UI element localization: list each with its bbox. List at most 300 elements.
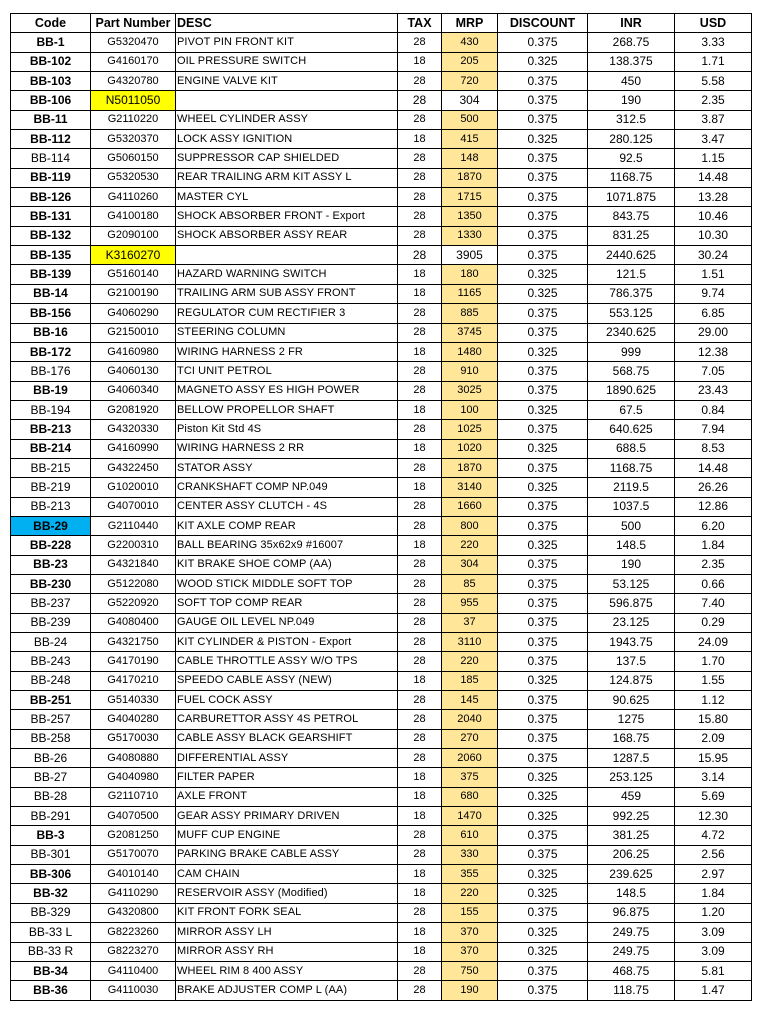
cell-code[interactable]: BB-34 (11, 961, 91, 980)
cell-discount[interactable]: 0.375 (498, 516, 588, 535)
cell-code[interactable]: BB-214 (11, 439, 91, 458)
cell-mrp[interactable]: 375 (442, 768, 498, 787)
cell-usd[interactable]: 26.26 (675, 478, 752, 497)
cell-mrp[interactable]: 1660 (442, 497, 498, 516)
cell-inr[interactable]: 468.75 (588, 961, 675, 980)
cell-inr[interactable]: 640.625 (588, 420, 675, 439)
cell-desc[interactable]: AXLE FRONT (176, 787, 398, 806)
cell-part-number[interactable]: G4160170 (91, 52, 176, 71)
cell-mrp[interactable]: 85 (442, 574, 498, 593)
cell-code[interactable]: BB-176 (11, 362, 91, 381)
cell-inr[interactable]: 96.875 (588, 903, 675, 922)
cell-code[interactable]: BB-258 (11, 729, 91, 748)
cell-mrp[interactable]: 145 (442, 691, 498, 710)
cell-code[interactable]: BB-329 (11, 903, 91, 922)
cell-code[interactable]: BB-14 (11, 284, 91, 303)
cell-desc[interactable]: PARKING BRAKE CABLE ASSY (176, 845, 398, 864)
cell-inr[interactable]: 206.25 (588, 845, 675, 864)
cell-part-number[interactable]: G4040280 (91, 710, 176, 729)
cell-code[interactable]: BB-16 (11, 323, 91, 342)
cell-usd[interactable]: 10.46 (675, 207, 752, 226)
header-discount[interactable]: DISCOUNT (498, 14, 588, 33)
cell-code[interactable]: BB-301 (11, 845, 91, 864)
cell-desc[interactable]: CENTER ASSY CLUTCH - 4S (176, 497, 398, 516)
cell-discount[interactable]: 0.375 (498, 555, 588, 574)
cell-discount[interactable]: 0.375 (498, 188, 588, 207)
cell-desc[interactable]: WHEEL RIM 8 400 ASSY (176, 961, 398, 980)
cell-usd[interactable]: 8.53 (675, 439, 752, 458)
cell-desc[interactable]: WIRING HARNESS 2 RR (176, 439, 398, 458)
cell-discount[interactable]: 0.375 (498, 304, 588, 323)
cell-code[interactable]: BB-194 (11, 400, 91, 419)
cell-discount[interactable]: 0.375 (498, 574, 588, 593)
cell-discount[interactable]: 0.375 (498, 110, 588, 129)
cell-inr[interactable]: 124.875 (588, 671, 675, 690)
cell-inr[interactable]: 239.625 (588, 865, 675, 884)
cell-code[interactable]: BB-103 (11, 72, 91, 91)
cell-inr[interactable]: 121.5 (588, 265, 675, 284)
cell-part-number[interactable]: G4070010 (91, 497, 176, 516)
cell-mrp[interactable]: 1350 (442, 207, 498, 226)
cell-part-number[interactable]: G4080400 (91, 613, 176, 632)
cell-inr[interactable]: 2440.625 (588, 246, 675, 265)
cell-part-number[interactable]: G4100180 (91, 207, 176, 226)
cell-discount[interactable]: 0.375 (498, 168, 588, 187)
cell-mrp[interactable]: 330 (442, 845, 498, 864)
header-usd[interactable]: USD (675, 14, 752, 33)
cell-tax[interactable]: 18 (398, 536, 442, 555)
cell-tax[interactable]: 28 (398, 749, 442, 768)
cell-desc[interactable]: MIRROR ASSY LH (176, 923, 398, 942)
cell-code[interactable]: BB-28 (11, 787, 91, 806)
cell-code[interactable]: BB-131 (11, 207, 91, 226)
cell-mrp[interactable]: 1870 (442, 458, 498, 477)
cell-discount[interactable]: 0.375 (498, 981, 588, 1000)
cell-tax[interactable]: 28 (398, 72, 442, 91)
cell-discount[interactable]: 0.325 (498, 342, 588, 361)
cell-usd[interactable]: 1.20 (675, 903, 752, 922)
cell-tax[interactable]: 18 (398, 265, 442, 284)
cell-mrp[interactable]: 1020 (442, 439, 498, 458)
cell-desc[interactable]: ENGINE VALVE KIT (176, 72, 398, 91)
cell-tax[interactable]: 28 (398, 497, 442, 516)
cell-discount[interactable]: 0.375 (498, 961, 588, 980)
cell-code[interactable]: BB-29 (11, 516, 91, 535)
cell-inr[interactable]: 148.5 (588, 884, 675, 903)
cell-mrp[interactable]: 3110 (442, 633, 498, 652)
cell-usd[interactable]: 30.24 (675, 246, 752, 265)
cell-mrp[interactable]: 3745 (442, 323, 498, 342)
cell-part-number[interactable]: G5170030 (91, 729, 176, 748)
cell-mrp[interactable]: 220 (442, 884, 498, 903)
cell-discount[interactable]: 0.375 (498, 691, 588, 710)
cell-desc[interactable]: STEERING COLUMN (176, 323, 398, 342)
cell-usd[interactable]: 14.48 (675, 168, 752, 187)
cell-desc[interactable]: KIT BRAKE SHOE COMP (AA) (176, 555, 398, 574)
cell-discount[interactable]: 0.375 (498, 613, 588, 632)
cell-usd[interactable]: 3.09 (675, 942, 752, 961)
cell-inr[interactable]: 168.75 (588, 729, 675, 748)
cell-inr[interactable]: 2119.5 (588, 478, 675, 497)
cell-usd[interactable]: 1.84 (675, 884, 752, 903)
cell-part-number[interactable]: G4060130 (91, 362, 176, 381)
cell-inr[interactable]: 1943.75 (588, 633, 675, 652)
cell-part-number[interactable]: G4170210 (91, 671, 176, 690)
cell-mrp[interactable]: 1715 (442, 188, 498, 207)
cell-discount[interactable]: 0.325 (498, 130, 588, 149)
cell-desc[interactable]: CAM CHAIN (176, 865, 398, 884)
cell-desc[interactable]: STATOR ASSY (176, 458, 398, 477)
cell-usd[interactable]: 7.94 (675, 420, 752, 439)
cell-usd[interactable]: 1.47 (675, 981, 752, 1000)
cell-desc[interactable]: CABLE THROTTLE ASSY W/O TPS (176, 652, 398, 671)
cell-desc[interactable]: SHOCK ABSORBER ASSY REAR (176, 226, 398, 245)
cell-mrp[interactable]: 220 (442, 652, 498, 671)
cell-discount[interactable]: 0.375 (498, 149, 588, 168)
cell-tax[interactable]: 28 (398, 91, 442, 110)
cell-desc[interactable]: BRAKE ADJUSTER COMP L (AA) (176, 981, 398, 1000)
cell-inr[interactable]: 312.5 (588, 110, 675, 129)
cell-code[interactable]: BB-132 (11, 226, 91, 245)
cell-code[interactable]: BB-1 (11, 33, 91, 52)
cell-inr[interactable]: 1287.5 (588, 749, 675, 768)
cell-tax[interactable]: 28 (398, 110, 442, 129)
cell-mrp[interactable]: 205 (442, 52, 498, 71)
cell-part-number[interactable]: G4160990 (91, 439, 176, 458)
cell-mrp[interactable]: 1025 (442, 420, 498, 439)
cell-mrp[interactable]: 2040 (442, 710, 498, 729)
cell-part-number[interactable]: G5320530 (91, 168, 176, 187)
cell-part-number[interactable]: G2081250 (91, 826, 176, 845)
cell-usd[interactable]: 5.81 (675, 961, 752, 980)
cell-part-number[interactable]: G4060340 (91, 381, 176, 400)
cell-tax[interactable]: 28 (398, 246, 442, 265)
cell-usd[interactable]: 5.69 (675, 787, 752, 806)
cell-desc[interactable]: MIRROR ASSY RH (176, 942, 398, 961)
cell-usd[interactable]: 1.12 (675, 691, 752, 710)
cell-code[interactable]: BB-135 (11, 246, 91, 265)
cell-inr[interactable]: 568.75 (588, 362, 675, 381)
cell-desc[interactable]: TRAILING ARM SUB ASSY FRONT (176, 284, 398, 303)
cell-part-number[interactable]: K3160270 (91, 246, 176, 265)
cell-desc[interactable]: SUPPRESSOR CAP SHIELDED (176, 149, 398, 168)
cell-discount[interactable]: 0.375 (498, 246, 588, 265)
cell-code[interactable]: BB-237 (11, 594, 91, 613)
cell-part-number[interactable]: G4160980 (91, 342, 176, 361)
cell-code[interactable]: BB-33 R (11, 942, 91, 961)
cell-mrp[interactable]: 304 (442, 555, 498, 574)
cell-discount[interactable]: 0.325 (498, 865, 588, 884)
cell-usd[interactable]: 13.28 (675, 188, 752, 207)
cell-part-number[interactable]: G2090100 (91, 226, 176, 245)
cell-mrp[interactable]: 190 (442, 981, 498, 1000)
cell-usd[interactable]: 3.47 (675, 130, 752, 149)
cell-part-number[interactable]: G4320800 (91, 903, 176, 922)
cell-tax[interactable]: 28 (398, 33, 442, 52)
cell-discount[interactable]: 0.325 (498, 52, 588, 71)
cell-usd[interactable]: 12.38 (675, 342, 752, 361)
cell-part-number[interactable]: G4110290 (91, 884, 176, 903)
cell-discount[interactable]: 0.375 (498, 362, 588, 381)
cell-mrp[interactable]: 2060 (442, 749, 498, 768)
cell-usd[interactable]: 0.66 (675, 574, 752, 593)
cell-part-number[interactable]: G4110400 (91, 961, 176, 980)
cell-tax[interactable]: 28 (398, 381, 442, 400)
cell-desc[interactable]: GEAR ASSY PRIMARY DRIVEN (176, 807, 398, 826)
cell-usd[interactable]: 2.56 (675, 845, 752, 864)
cell-inr[interactable]: 90.625 (588, 691, 675, 710)
cell-desc[interactable]: MUFF CUP ENGINE (176, 826, 398, 845)
cell-mrp[interactable]: 185 (442, 671, 498, 690)
cell-part-number[interactable]: G4110260 (91, 188, 176, 207)
cell-discount[interactable]: 0.375 (498, 594, 588, 613)
cell-usd[interactable]: 15.80 (675, 710, 752, 729)
cell-tax[interactable]: 18 (398, 52, 442, 71)
cell-discount[interactable]: 0.325 (498, 671, 588, 690)
header-desc[interactable]: DESC (176, 14, 398, 33)
cell-discount[interactable]: 0.375 (498, 323, 588, 342)
cell-inr[interactable]: 148.5 (588, 536, 675, 555)
cell-tax[interactable]: 28 (398, 826, 442, 845)
cell-mrp[interactable]: 370 (442, 942, 498, 961)
cell-code[interactable]: BB-114 (11, 149, 91, 168)
cell-inr[interactable]: 1168.75 (588, 458, 675, 477)
cell-mrp[interactable]: 220 (442, 536, 498, 555)
cell-desc[interactable] (176, 91, 398, 110)
cell-mrp[interactable]: 500 (442, 110, 498, 129)
cell-inr[interactable]: 459 (588, 787, 675, 806)
cell-inr[interactable]: 268.75 (588, 33, 675, 52)
cell-inr[interactable]: 190 (588, 555, 675, 574)
cell-code[interactable]: BB-102 (11, 52, 91, 71)
cell-tax[interactable]: 28 (398, 633, 442, 652)
cell-tax[interactable]: 28 (398, 458, 442, 477)
cell-usd[interactable]: 1.70 (675, 652, 752, 671)
cell-mrp[interactable]: 885 (442, 304, 498, 323)
cell-discount[interactable]: 0.375 (498, 652, 588, 671)
cell-discount[interactable]: 0.375 (498, 91, 588, 110)
cell-tax[interactable]: 18 (398, 130, 442, 149)
cell-desc[interactable]: REAR TRAILING ARM KIT ASSY L (176, 168, 398, 187)
cell-mrp[interactable]: 3905 (442, 246, 498, 265)
cell-inr[interactable]: 1890.625 (588, 381, 675, 400)
cell-discount[interactable]: 0.375 (498, 420, 588, 439)
cell-desc[interactable]: REGULATOR CUM RECTIFIER 3 (176, 304, 398, 323)
cell-part-number[interactable]: G8223260 (91, 923, 176, 942)
cell-tax[interactable]: 28 (398, 652, 442, 671)
cell-part-number[interactable]: G4110030 (91, 981, 176, 1000)
cell-usd[interactable]: 4.72 (675, 826, 752, 845)
cell-usd[interactable]: 10.30 (675, 226, 752, 245)
cell-mrp[interactable]: 800 (442, 516, 498, 535)
cell-tax[interactable]: 28 (398, 710, 442, 729)
cell-desc[interactable]: HAZARD WARNING SWITCH (176, 265, 398, 284)
cell-mrp[interactable]: 430 (442, 33, 498, 52)
cell-inr[interactable]: 118.75 (588, 981, 675, 1000)
cell-usd[interactable]: 1.15 (675, 149, 752, 168)
cell-part-number[interactable]: G1020010 (91, 478, 176, 497)
cell-mrp[interactable]: 3025 (442, 381, 498, 400)
cell-usd[interactable]: 7.40 (675, 594, 752, 613)
cell-tax[interactable]: 28 (398, 420, 442, 439)
cell-tax[interactable]: 28 (398, 903, 442, 922)
cell-part-number[interactable]: G8223270 (91, 942, 176, 961)
cell-discount[interactable]: 0.325 (498, 884, 588, 903)
cell-mrp[interactable]: 1870 (442, 168, 498, 187)
cell-desc[interactable]: BALL BEARING 35x62x9 #16007 (176, 536, 398, 555)
cell-usd[interactable]: 3.09 (675, 923, 752, 942)
cell-mrp[interactable]: 720 (442, 72, 498, 91)
cell-usd[interactable]: 1.71 (675, 52, 752, 71)
cell-usd[interactable]: 15.95 (675, 749, 752, 768)
cell-code[interactable]: BB-24 (11, 633, 91, 652)
cell-usd[interactable]: 1.51 (675, 265, 752, 284)
cell-inr[interactable]: 500 (588, 516, 675, 535)
cell-part-number[interactable]: G4320780 (91, 72, 176, 91)
cell-usd[interactable]: 9.74 (675, 284, 752, 303)
cell-part-number[interactable]: G4080880 (91, 749, 176, 768)
cell-desc[interactable]: KIT FRONT FORK SEAL (176, 903, 398, 922)
cell-code[interactable]: BB-33 L (11, 923, 91, 942)
cell-mrp[interactable]: 304 (442, 91, 498, 110)
cell-usd[interactable]: 24.09 (675, 633, 752, 652)
cell-code[interactable]: BB-248 (11, 671, 91, 690)
cell-part-number[interactable]: G4320330 (91, 420, 176, 439)
cell-part-number[interactable]: G2100190 (91, 284, 176, 303)
cell-part-number[interactable]: G2081920 (91, 400, 176, 419)
cell-discount[interactable]: 0.375 (498, 826, 588, 845)
cell-part-number[interactable]: G4322450 (91, 458, 176, 477)
cell-desc[interactable]: BELLOW PROPELLOR SHAFT (176, 400, 398, 419)
cell-mrp[interactable]: 355 (442, 865, 498, 884)
cell-usd[interactable]: 6.85 (675, 304, 752, 323)
cell-code[interactable]: BB-243 (11, 652, 91, 671)
cell-usd[interactable]: 2.09 (675, 729, 752, 748)
header-inr[interactable]: INR (588, 14, 675, 33)
cell-tax[interactable]: 28 (398, 691, 442, 710)
cell-tax[interactable]: 28 (398, 323, 442, 342)
cell-code[interactable]: BB-239 (11, 613, 91, 632)
cell-desc[interactable]: Piston Kit Std 4S (176, 420, 398, 439)
cell-mrp[interactable]: 100 (442, 400, 498, 419)
cell-discount[interactable]: 0.325 (498, 400, 588, 419)
cell-code[interactable]: BB-215 (11, 458, 91, 477)
cell-desc[interactable]: CABLE ASSY BLACK GEARSHIFT (176, 729, 398, 748)
cell-code[interactable]: BB-213 (11, 497, 91, 516)
header-tax[interactable]: TAX (398, 14, 442, 33)
cell-discount[interactable]: 0.375 (498, 381, 588, 400)
cell-part-number[interactable]: G2110220 (91, 110, 176, 129)
cell-desc[interactable]: DIFFERENTIAL ASSY (176, 749, 398, 768)
cell-code[interactable]: BB-112 (11, 130, 91, 149)
cell-inr[interactable]: 138.375 (588, 52, 675, 71)
cell-desc[interactable]: MASTER CYL (176, 188, 398, 207)
cell-discount[interactable]: 0.375 (498, 729, 588, 748)
cell-code[interactable]: BB-19 (11, 381, 91, 400)
cell-code[interactable]: BB-219 (11, 478, 91, 497)
cell-part-number[interactable]: G5170070 (91, 845, 176, 864)
cell-tax[interactable]: 18 (398, 787, 442, 806)
cell-usd[interactable]: 2.35 (675, 91, 752, 110)
cell-code[interactable]: BB-36 (11, 981, 91, 1000)
cell-usd[interactable]: 23.43 (675, 381, 752, 400)
cell-discount[interactable]: 0.325 (498, 478, 588, 497)
cell-tax[interactable]: 28 (398, 226, 442, 245)
cell-discount[interactable]: 0.325 (498, 787, 588, 806)
cell-mrp[interactable]: 3140 (442, 478, 498, 497)
cell-desc[interactable]: PIVOT PIN FRONT KIT (176, 33, 398, 52)
cell-mrp[interactable]: 1470 (442, 807, 498, 826)
cell-inr[interactable]: 1037.5 (588, 497, 675, 516)
cell-tax[interactable]: 28 (398, 574, 442, 593)
cell-mrp[interactable]: 370 (442, 923, 498, 942)
cell-mrp[interactable]: 180 (442, 265, 498, 284)
cell-inr[interactable]: 1168.75 (588, 168, 675, 187)
cell-desc[interactable]: LOCK ASSY IGNITION (176, 130, 398, 149)
cell-usd[interactable]: 2.35 (675, 555, 752, 574)
cell-part-number[interactable]: G5320470 (91, 33, 176, 52)
cell-inr[interactable]: 999 (588, 342, 675, 361)
cell-desc[interactable]: WOOD STICK MIDDLE SOFT TOP (176, 574, 398, 593)
cell-mrp[interactable]: 1480 (442, 342, 498, 361)
cell-mrp[interactable]: 680 (442, 787, 498, 806)
cell-tax[interactable]: 28 (398, 729, 442, 748)
cell-inr[interactable]: 596.875 (588, 594, 675, 613)
cell-code[interactable]: BB-291 (11, 807, 91, 826)
cell-tax[interactable]: 18 (398, 478, 442, 497)
cell-discount[interactable]: 0.375 (498, 710, 588, 729)
cell-desc[interactable]: SPEEDO CABLE ASSY (NEW) (176, 671, 398, 690)
cell-mrp[interactable]: 1165 (442, 284, 498, 303)
cell-inr[interactable]: 92.5 (588, 149, 675, 168)
cell-desc[interactable]: WIRING HARNESS 2 FR (176, 342, 398, 361)
cell-desc[interactable]: MAGNETO ASSY ES HIGH POWER (176, 381, 398, 400)
cell-code[interactable]: BB-32 (11, 884, 91, 903)
cell-usd[interactable]: 5.58 (675, 72, 752, 91)
cell-code[interactable]: BB-306 (11, 865, 91, 884)
cell-desc[interactable]: SOFT TOP COMP REAR (176, 594, 398, 613)
cell-desc[interactable]: KIT AXLE COMP REAR (176, 516, 398, 535)
cell-discount[interactable]: 0.325 (498, 807, 588, 826)
cell-inr[interactable]: 249.75 (588, 942, 675, 961)
cell-part-number[interactable]: N5011050 (91, 91, 176, 110)
cell-tax[interactable]: 28 (398, 207, 442, 226)
cell-discount[interactable]: 0.375 (498, 633, 588, 652)
cell-discount[interactable]: 0.325 (498, 942, 588, 961)
cell-mrp[interactable]: 610 (442, 826, 498, 845)
cell-inr[interactable]: 53.125 (588, 574, 675, 593)
cell-code[interactable]: BB-106 (11, 91, 91, 110)
cell-discount[interactable]: 0.325 (498, 536, 588, 555)
cell-inr[interactable]: 137.5 (588, 652, 675, 671)
cell-tax[interactable]: 18 (398, 439, 442, 458)
cell-discount[interactable]: 0.375 (498, 33, 588, 52)
cell-desc[interactable]: RESERVOIR ASSY (Modified) (176, 884, 398, 903)
cell-inr[interactable]: 2340.625 (588, 323, 675, 342)
cell-tax[interactable]: 28 (398, 516, 442, 535)
cell-part-number[interactable]: G5320370 (91, 130, 176, 149)
cell-part-number[interactable]: G5122080 (91, 574, 176, 593)
cell-discount[interactable]: 0.375 (498, 903, 588, 922)
cell-tax[interactable]: 28 (398, 362, 442, 381)
cell-mrp[interactable]: 955 (442, 594, 498, 613)
cell-tax[interactable]: 28 (398, 845, 442, 864)
cell-discount[interactable]: 0.375 (498, 226, 588, 245)
cell-code[interactable]: BB-26 (11, 749, 91, 768)
cell-code[interactable]: BB-172 (11, 342, 91, 361)
cell-tax[interactable]: 18 (398, 942, 442, 961)
cell-tax[interactable]: 18 (398, 923, 442, 942)
